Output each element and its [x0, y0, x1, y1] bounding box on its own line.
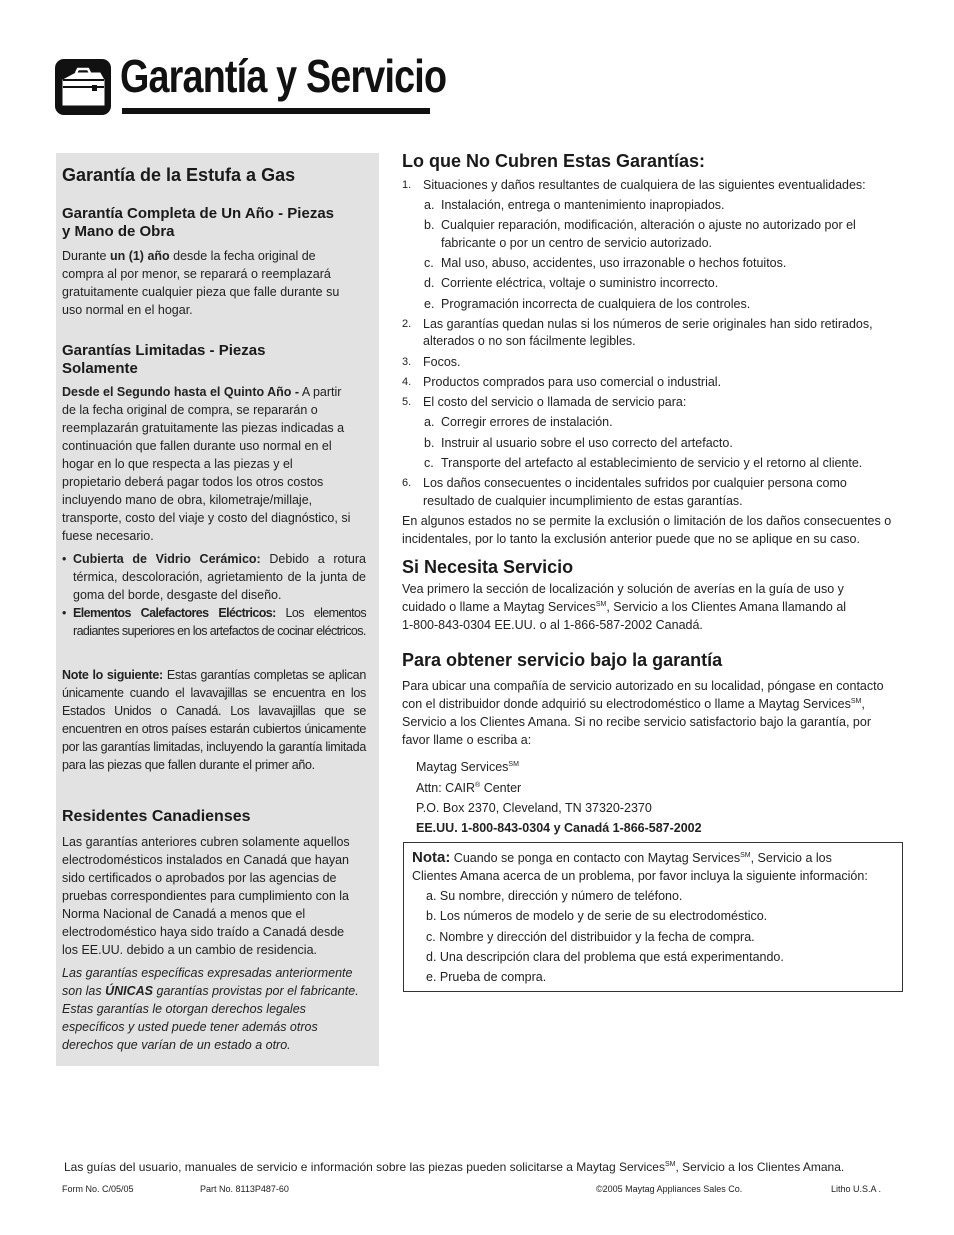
bullet-text	[73, 604, 366, 640]
text-line: electrodomésticos instalados en Canadá que hayan	[62, 853, 349, 867]
text-line: de la fecha original de compra, se repararán o	[62, 403, 318, 417]
legal-disclaimer	[62, 964, 366, 1054]
list-item: Los daños consecuentes o incidentales sufridos por cualquier persona como	[423, 476, 847, 490]
page-title: Garantía y Servicio	[120, 50, 447, 102]
list-item: El costo del servicio o llamada de servicio para:	[423, 395, 687, 409]
service-mark: SM	[850, 698, 862, 705]
nota-label: Nota:	[412, 849, 451, 866]
service-mark: SM	[740, 852, 751, 859]
litho: Litho U.S.A .	[831, 1184, 882, 1194]
text-line: pruebas correspondientes para cumplimiento con la	[62, 889, 349, 903]
text-line: sido certificados o aprobados por las agencias de	[62, 871, 337, 885]
sub-item: Corriente eléctrica, voltaje o suministro incorrecto.	[441, 276, 719, 290]
text-run-bold: Elementos Calefactores Eléctricos:	[73, 606, 276, 620]
text-line: compra al por menor, se reparará o reemplazará	[62, 267, 331, 281]
sub-item: Instruir al usuario sobre el uso correcto del artefacto.	[441, 436, 733, 450]
text-line: Vea primero la sección de localización y solución de averías en la guía de uso y	[402, 582, 844, 596]
text-line: transporte, costo del viaje y costo del diagnóstico, si	[62, 511, 351, 525]
text-run: desde la fecha original de	[169, 249, 316, 263]
text-run-bold: Cubierta de Vidrio Cerámico:	[73, 552, 261, 566]
canada-heading: Residentes Canadienses	[62, 808, 251, 825]
text-line: específicos y usted puede tener además otros	[62, 1020, 318, 1034]
text-line: reemplazarán gratuitamente las piezas indicadas a	[62, 421, 345, 435]
sub-marker: c.	[424, 456, 434, 470]
footer-note	[64, 1160, 844, 1174]
text-run: , Servicio a los Clientes Amana.	[675, 1160, 845, 1174]
text-run: Los elementos radiantes superiores en los artefactos de cocinar eléctricos.	[73, 606, 366, 638]
full-warranty-heading-line: y Mano de Obra	[62, 223, 175, 240]
text-run-bold: Note lo siguiente:	[62, 668, 163, 682]
address-po: P.O. Box 2370, Cleveland, TN 37320-2370	[416, 801, 652, 815]
text-line: Para ubicar una compañía de servicio autorizado en su localidad, póngase en contacto	[402, 679, 884, 693]
service-mark: SM	[595, 601, 607, 608]
address-phones: EE.UU. 1-800-843-0304 y Canadá 1-866-587-2002	[416, 821, 702, 835]
text-run-bold: un (1) año	[109, 249, 170, 263]
full-warranty-text	[62, 247, 366, 319]
text-line: En algunos estados no se permite la exclusión o limitación de los daños consecuentes o	[402, 514, 892, 528]
list-number: 2.	[402, 318, 412, 330]
text-line: propietario deberá pagar todos los otros costos	[62, 475, 324, 489]
copyright: ©2005 Maytag Appliances Sales Co.	[596, 1184, 743, 1194]
nota-text	[412, 849, 900, 885]
bullet-item	[62, 550, 366, 604]
text-run: Maytag Services	[416, 760, 509, 774]
limited-warranty-heading-line: Solamente	[62, 360, 138, 377]
nota-item: d. Una descripción clara del problema que está experimentando.	[426, 950, 784, 964]
text-run: Estas garantías completas se aplican únicamente cuando el lavavajillas se encuentra en los Estados Unidos o Canadá. Los lavavajillas que se encuentren en otros países estarán cubiertos únicamente por las garantías limitadas, incluyendo la garantía limitada para las piezas que fallen durante el primer año.	[62, 668, 366, 772]
bullet-icon: •	[62, 552, 67, 566]
list-number: 3.	[402, 356, 412, 368]
text-run: ,	[861, 697, 865, 711]
text-line: favor llame o escriba a:	[402, 733, 532, 747]
text-run: Cuando se ponga en contacto con Maytag Services	[450, 851, 741, 865]
sub-marker: d.	[424, 276, 435, 290]
sub-item: fabricante o por un centro de servicio autorizado.	[441, 236, 712, 250]
text-run: Center	[480, 781, 522, 795]
text-line: hogar en lo que respecta a las piezas y el	[62, 457, 293, 471]
warranty-panel-title: Garantía de la Estufa a Gas	[62, 165, 296, 185]
note-paragraph	[62, 666, 366, 774]
text-run: son las	[62, 984, 106, 998]
limited-warranty-heading	[62, 342, 366, 378]
service-mark: SM	[508, 761, 519, 768]
list-item: alterados o no son fácilmente legibles.	[423, 334, 636, 348]
text-run-bold: Desde el Segundo hasta el Quinto Año -	[62, 385, 300, 399]
part-number: Part No. 8113P487-60	[200, 1184, 289, 1194]
service-text	[402, 580, 906, 634]
text-line: Clientes Amana acerca de un problema, por favor incluya la siguiente información:	[412, 869, 868, 883]
warranty-service-title: Para obtener servicio bajo la garantía	[402, 650, 723, 670]
bullet-icon: •	[62, 606, 67, 620]
sub-item: Instalación, entrega o mantenimiento inapropiados.	[441, 198, 725, 212]
sub-marker: b.	[424, 218, 435, 232]
registered-mark: ®	[475, 782, 481, 789]
text-line: incluyendo mano de obra, kilometraje/millaje,	[62, 493, 313, 507]
nota-item: c. Nombre y dirección del distribuidor y la fecha de compra.	[426, 930, 755, 944]
nota-item: e. Prueba de compra.	[426, 970, 547, 984]
canada-text	[62, 833, 366, 959]
bullet-text	[73, 550, 366, 604]
sub-item: Corregir errores de instalación.	[441, 415, 613, 429]
text-line: Norma Nacional de Canadá a menos que el	[62, 907, 306, 921]
text-run: cuidado o llame a Maytag Services	[402, 600, 596, 614]
exclusions-closing	[402, 512, 906, 548]
text-line: gratuitamente cualquier pieza que falle durante su	[62, 285, 340, 299]
sub-marker: e.	[424, 297, 435, 311]
list-number: 6.	[402, 477, 412, 489]
full-warranty-heading	[62, 205, 366, 241]
text-run: Las guías del usuario, manuales de servicio e información sobre las piezas pueden solicitarse a Maytag Services	[64, 1160, 665, 1174]
text-run-bold: ÚNICAS	[105, 984, 154, 998]
list-item: resultado de cualquier incumplimiento de estas garantías.	[423, 494, 743, 508]
text-line: Las garantías específicas expresadas anteriormente	[62, 966, 353, 980]
text-line: continuación que fallen durante uso normal en el	[62, 439, 332, 453]
limited-warranty-text	[62, 383, 366, 545]
text-line: derechos que varían de un estado a otro.	[62, 1038, 291, 1052]
list-item: Productos comprados para uso comercial o industrial.	[423, 375, 722, 389]
list-number: 4.	[402, 376, 412, 388]
list-item: Las garantías quedan nulas si los números de serie originales han sido retirados,	[423, 317, 873, 331]
text-run: A partir	[299, 385, 342, 399]
list-item: Situaciones y daños resultantes de cualquiera de las siguientes eventualidades:	[423, 178, 866, 192]
sub-item: Transporte del artefacto al establecimiento de servicio y el retorno al cliente.	[441, 456, 863, 470]
text-line: los EE.UU. debido a un cambio de residencia.	[62, 943, 318, 957]
sub-marker: c.	[424, 256, 434, 270]
address-name	[416, 758, 519, 776]
text-run: , Servicio a los Clientes Amana llamando al	[606, 600, 847, 614]
exclusions-title: Lo que No Cubren Estas Garantías:	[402, 151, 706, 171]
text-line: electrodoméstico haya sido traído a Canadá desde	[62, 925, 345, 939]
nota-item: a. Su nombre, dirección y número de teléfono.	[426, 889, 683, 903]
sub-marker: b.	[424, 436, 435, 450]
list-number: 5.	[402, 396, 412, 408]
limited-warranty-heading-line: Garantías Limitadas - Piezas	[62, 342, 266, 359]
service-mark: SM	[664, 1161, 676, 1168]
title-underline	[122, 108, 430, 114]
sub-marker: a.	[424, 198, 435, 212]
list-item: Focos.	[423, 355, 461, 369]
text-line: fuese necesario.	[62, 529, 154, 543]
text-run: Attn: CAIR	[416, 781, 476, 795]
address-attn	[416, 779, 521, 797]
text-line: Estas garantías le otorgan derechos legales	[62, 1002, 306, 1016]
warranty-service-text	[402, 677, 906, 749]
text-line: uso normal en el hogar.	[62, 303, 193, 317]
sub-item: Programación incorrecta de cualquiera de los controles.	[441, 297, 751, 311]
text-line: incidentales, por lo tanto la exclusión anterior puede que no se aplique en su caso.	[402, 532, 860, 546]
form-number: Form No. C/05/05	[62, 1184, 134, 1194]
full-warranty-heading-line: Garantía Completa de Un Año - Piezas	[62, 205, 334, 222]
list-number: 1.	[402, 179, 412, 191]
service-title: Si Necesita Servicio	[402, 557, 574, 577]
sub-item: Mal uso, abuso, accidentes, uso irrazonable o hechos fotuitos.	[441, 256, 787, 270]
text-line: 1-800-843-0304 EE.UU. o al 1-866-587-2002 Canadá.	[402, 618, 703, 632]
text-run: , Servicio a los	[750, 851, 832, 865]
text-run: garantías provistas por el fabricante.	[153, 984, 359, 998]
text-line: Las garantías anteriores cubren solamente aquellos	[62, 835, 350, 849]
sub-item: Cualquier reparación, modificación, alteración o ajuste no autorizado por el	[441, 218, 856, 232]
bullet-item	[62, 604, 366, 640]
text-line: Servicio a los Clientes Amana. Si no recibe servicio satisfactorio bajo la garantía, por	[402, 715, 871, 729]
nota-item: b. Los números de modelo y de serie de su electrodoméstico.	[426, 909, 768, 923]
text-run: Debido a rotura térmica, descoloración, agrietamiento de la junta de goma del borde, desgaste del diseño.	[73, 552, 366, 602]
toolbox-icon	[54, 58, 112, 116]
text-run: con el distribuidor donde adquirió su electrodoméstico o llame a Maytag Services	[402, 697, 851, 711]
text-run: Durante	[62, 249, 110, 263]
sub-marker: a.	[424, 415, 435, 429]
